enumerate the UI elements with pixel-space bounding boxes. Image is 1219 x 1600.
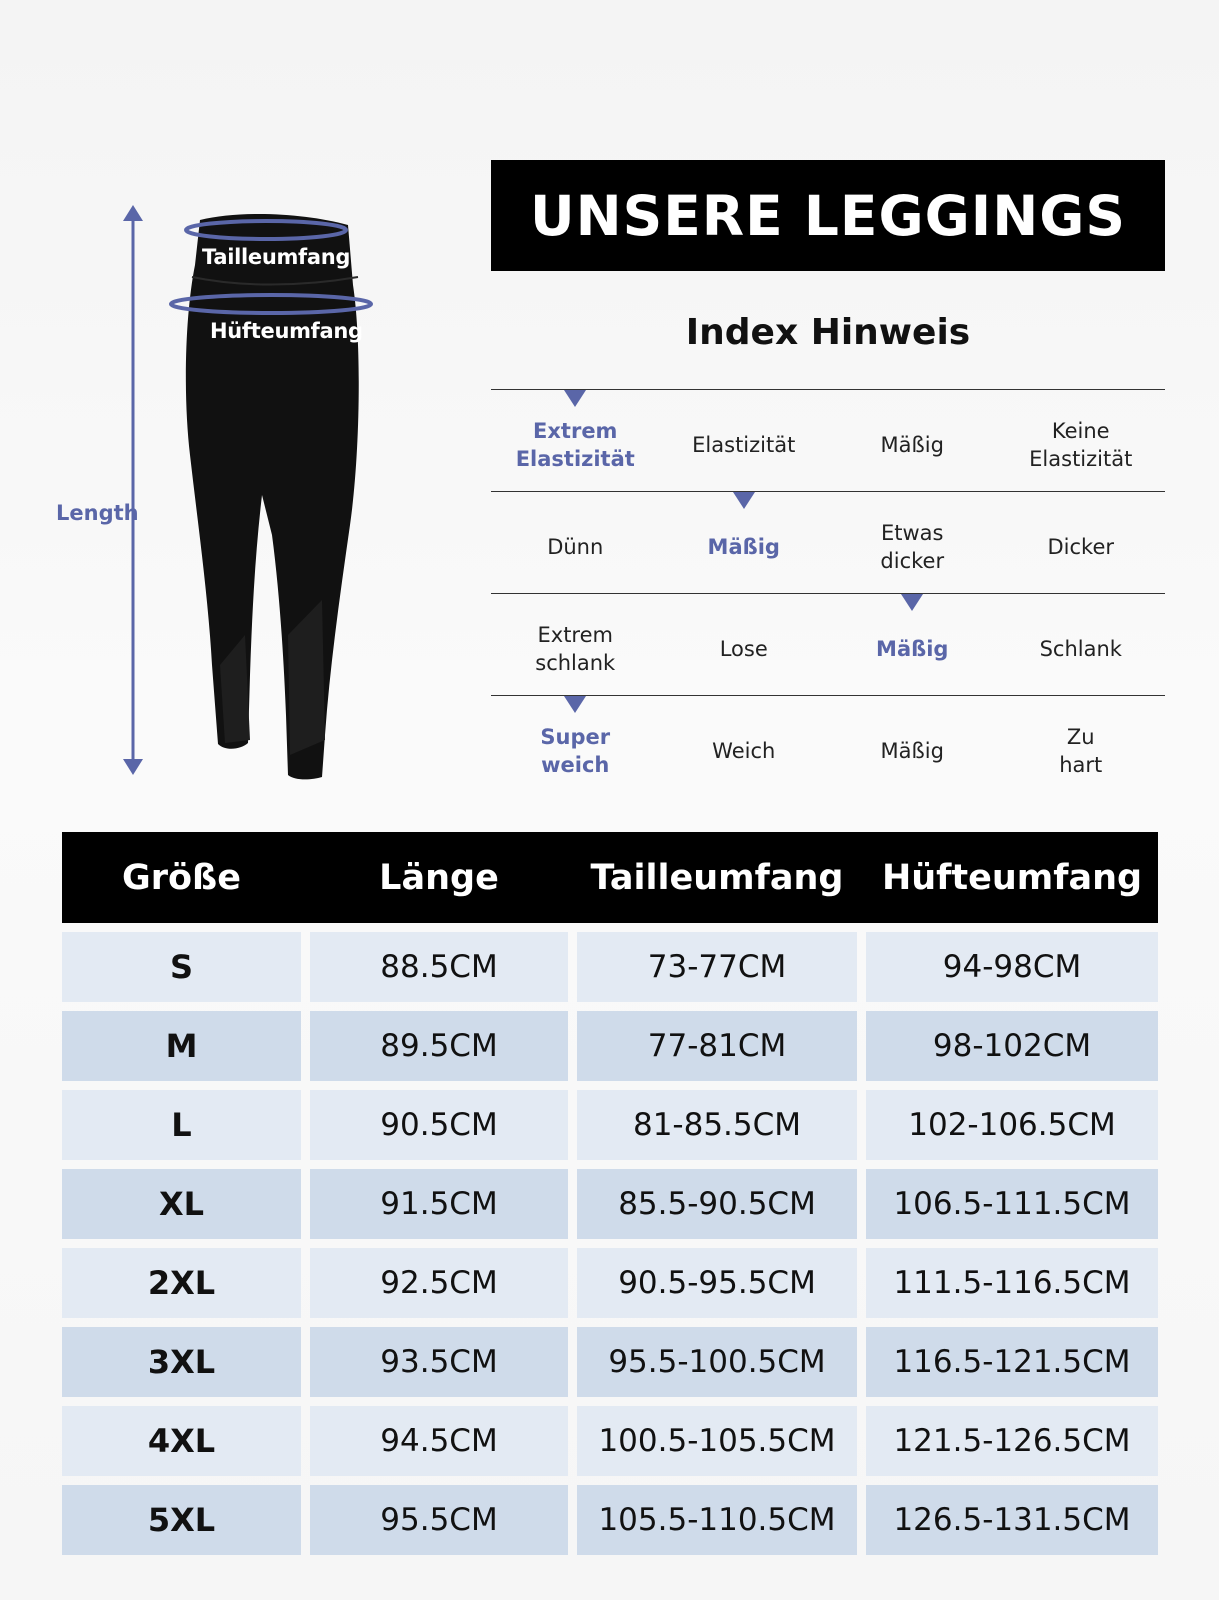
index-cell-label: Keine Elastizität (1029, 418, 1133, 471)
index-row (491, 389, 1165, 491)
leggings-illustration (40, 195, 440, 795)
index-cell-label: Extrem Elastizität (515, 418, 635, 471)
hip-cell: 94-98CM (866, 932, 1158, 1002)
index-cell-label: Lose (719, 636, 768, 661)
size-cell: L (62, 1090, 301, 1160)
index-cell (997, 492, 1166, 593)
length-cell: 94.5CM (310, 1406, 568, 1476)
hip-cell: 116.5-121.5CM (866, 1327, 1158, 1397)
waist-cell: 77-81CM (577, 1011, 857, 1081)
leggings-figure (40, 195, 440, 795)
hip-cell: 106.5-111.5CM (866, 1169, 1158, 1239)
header-waist: Tailleumfang (590, 857, 844, 898)
index-cell-label: Dünn (547, 534, 604, 559)
hip-cell: 111.5-116.5CM (866, 1248, 1158, 1318)
table-row (62, 1090, 1158, 1160)
waist-cell: 90.5-95.5CM (577, 1248, 857, 1318)
header-size: Größe (122, 857, 241, 898)
index-grid (491, 389, 1165, 797)
table-header (62, 832, 1158, 923)
index-cell (660, 492, 829, 593)
size-cell: 4XL (62, 1406, 301, 1476)
index-cell-label: Elastizität (692, 432, 796, 457)
index-cell (828, 492, 997, 593)
index-row (491, 695, 1165, 797)
index-cell-label: Zu hart (1059, 724, 1103, 777)
hip-cell: 121.5-126.5CM (866, 1406, 1158, 1476)
title-bar (491, 160, 1165, 271)
index-cell-label: Mäßig (707, 534, 780, 559)
table-row (62, 1248, 1158, 1318)
index-cell (997, 390, 1166, 491)
header-hip: Hüfteumfang (881, 857, 1143, 898)
hip-cell: 102-106.5CM (866, 1090, 1158, 1160)
indicator-triangle-icon (901, 594, 923, 611)
index-cell (491, 390, 660, 491)
length-cell: 95.5CM (310, 1485, 568, 1555)
hip-label: Hüfteumfang (210, 319, 363, 343)
length-cell: 92.5CM (310, 1248, 568, 1318)
index-cell (828, 390, 997, 491)
waist-cell: 95.5-100.5CM (577, 1327, 857, 1397)
table-row (62, 1011, 1158, 1081)
indicator-triangle-icon (564, 696, 586, 713)
index-row (491, 491, 1165, 593)
hip-cell: 126.5-131.5CM (866, 1485, 1158, 1555)
index-cell-label: Extrem schlank (535, 622, 616, 675)
size-cell: 2XL (62, 1248, 301, 1318)
index-cell-label: Mäßig (876, 636, 949, 661)
index-cell (660, 390, 829, 491)
length-cell: 91.5CM (310, 1169, 568, 1239)
size-cell: 5XL (62, 1485, 301, 1555)
waist-cell: 100.5-105.5CM (577, 1406, 857, 1476)
waist-cell: 85.5-90.5CM (577, 1169, 857, 1239)
index-cell-label: Mäßig (880, 432, 944, 457)
length-cell: 90.5CM (310, 1090, 568, 1160)
length-label: Length (56, 501, 139, 525)
hip-cell: 98-102CM (866, 1011, 1158, 1081)
size-cell: XL (62, 1169, 301, 1239)
waist-cell: 81-85.5CM (577, 1090, 857, 1160)
table-row (62, 1169, 1158, 1239)
index-heading: Index Hinweis (685, 312, 971, 353)
index-cell-label: Schlank (1039, 636, 1122, 661)
index-cell (491, 492, 660, 593)
index-cell (491, 696, 660, 797)
index-cell-label: Mäßig (880, 738, 944, 763)
page-title: UNSERE LEGGINGS (529, 183, 1127, 248)
index-cell (660, 696, 829, 797)
length-cell: 88.5CM (310, 932, 568, 1002)
waist-cell: 73-77CM (577, 932, 857, 1002)
table-body (62, 932, 1158, 1555)
waist-label: Tailleumfang (202, 245, 351, 269)
index-cell (828, 696, 997, 797)
header-length: Länge (379, 857, 499, 898)
table-row (62, 1406, 1158, 1476)
table-row (62, 1485, 1158, 1555)
size-cell: S (62, 932, 301, 1002)
index-cell (491, 594, 660, 695)
indicator-triangle-icon (564, 390, 586, 407)
indicator-triangle-icon (733, 492, 755, 509)
length-cell: 93.5CM (310, 1327, 568, 1397)
index-cell-label: Etwas dicker (880, 520, 945, 573)
table-row (62, 1327, 1158, 1397)
index-cell (660, 594, 829, 695)
size-cell: 3XL (62, 1327, 301, 1397)
index-cell (997, 594, 1166, 695)
index-cell-label: Dicker (1047, 534, 1115, 559)
index-cell (828, 594, 997, 695)
waist-cell: 105.5-110.5CM (577, 1485, 857, 1555)
index-cell-label: Weich (712, 738, 776, 763)
index-row (491, 593, 1165, 695)
size-table (62, 832, 1158, 1555)
index-cell-label: Super weich (540, 724, 611, 777)
index-cell (997, 696, 1166, 797)
length-arrow-icon (123, 205, 143, 775)
table-row (62, 932, 1158, 1002)
size-cell: M (62, 1011, 301, 1081)
length-cell: 89.5CM (310, 1011, 568, 1081)
